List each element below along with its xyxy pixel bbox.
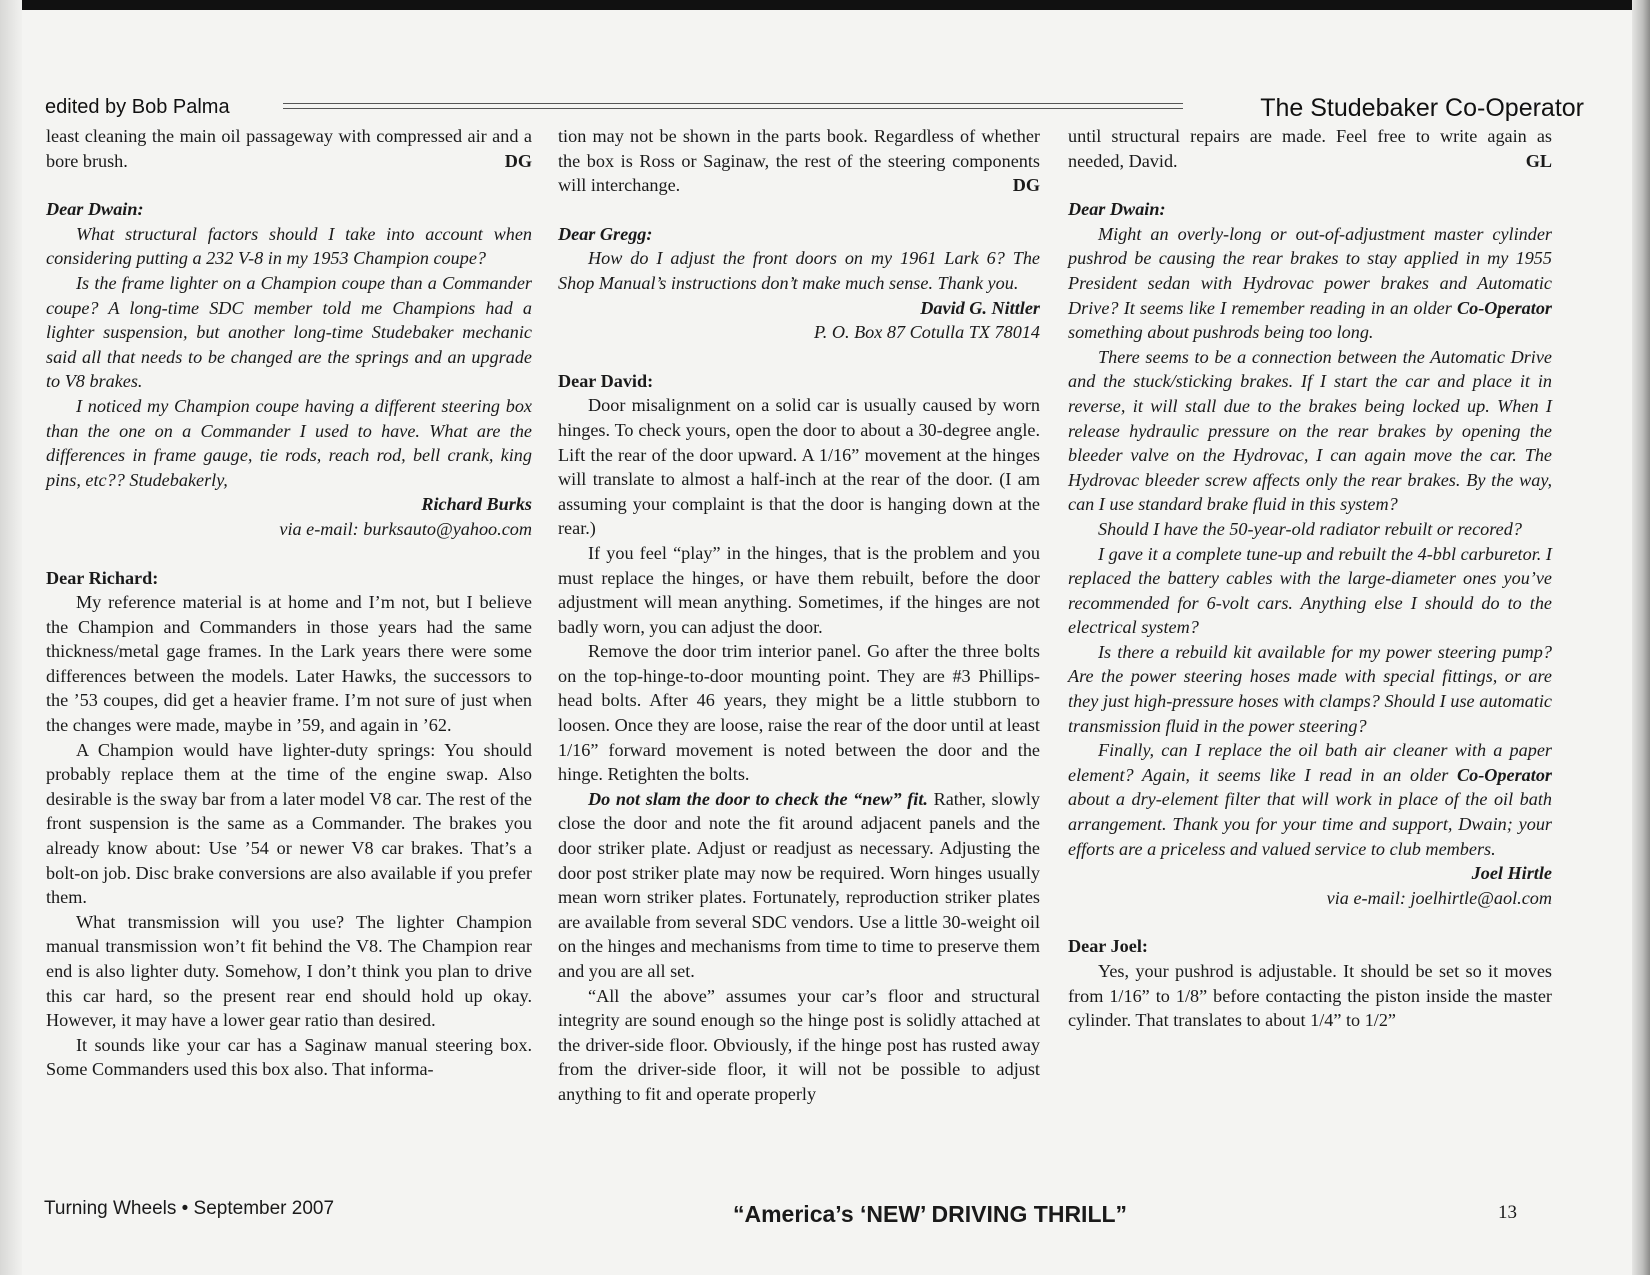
letter-salutation: Dear Dwain: (46, 199, 144, 220)
continued-paragraph: until structural repairs are made. Feel free to write again as needed, David. GL (1068, 124, 1552, 173)
column-1 (46, 124, 532, 1082)
letter-salutation: Dear Gregg: (558, 223, 653, 244)
continued-paragraph: tion may not be shown in the parts book. Regardless of whether the box is Ross or Saginaw, the rest of the steering components will interchange. DG (558, 124, 1040, 198)
letter-paragraph: I noticed my Champion coupe having a different steering box than the one on a Commander I used to have. What are the differences in frame gauge, tie rods, reach rod, bell crank, king pins, etc?? Studebakerly, (46, 395, 532, 490)
reply-paragraph: If you feel “play” in the hinges, that is the problem and you must replace the hinges, or have them rebuilt, before the door adjustment will mean anything. Sometimes, if the hinges are not badly worn, you can adjust the door. (558, 542, 1040, 637)
scan-left-gutter (0, 0, 22, 1275)
section-editor-credit: edited by Bob Palma (45, 96, 230, 118)
letter-signature-address: P. O. Box 87 Cotulla TX 78014 (813, 322, 1040, 343)
reply-salutation: Dear Joel: (1068, 936, 1148, 957)
scan-right-edge (1632, 0, 1650, 1275)
author-initials: DG (504, 150, 532, 171)
section-title: The Studebaker Co-Operator (1260, 94, 1584, 122)
letter-salutation: Dear Dwain: (1068, 199, 1166, 220)
page-number: 13 (1498, 1202, 1517, 1223)
fraction: 1/8” (1175, 985, 1208, 1006)
letter-paragraph: Might an overly-long or out-of-adjustment master cylinder pushrod be causing the rear brakes to stay applied in my 1955 President sedan with Hydrovac power brakes and Automatic Drive? It seems like I remember reading in an older Co-Operator something about pushrods being too long. (1068, 223, 1552, 343)
letter-paragraph: I gave it a complete tune-up and rebuilt the 4-bbl carburetor. I replaced the battery cables with the large-diameter ones you’ve recommended for 6-volt cars. Anything else I should do to the electrical system? (1068, 543, 1552, 638)
letter-paragraph: How do I adjust the front doors on my 1961 Lark 6? The Shop Manual’s instructions don’t make much sense. Thank you. (558, 248, 1040, 293)
footer-slogan: “America’s ‘NEW’ DRIVING THRILL” (733, 1201, 1128, 1227)
header-double-rule (283, 103, 1183, 109)
letter-signature-name: David G. Nittler (920, 297, 1040, 318)
fraction: 1/16” (558, 739, 599, 760)
reply-paragraph: Door misalignment on a solid car is usually caused by worn hinges. To check yours, open the door to about a 30-degree angle. Lift the rear of the door upward. A 1/16” movement at the hinges will translate to almost a half-inch at the rear of the door. (I am assuming your complaint is that the door is hanging down at the rear.) (558, 395, 1040, 539)
fraction: 1/16” (818, 444, 860, 465)
publication-name: Co-Operator (1457, 764, 1552, 785)
letter-paragraph: Is there a rebuild kit available for my power steering pump? Are the power steering hoses made with special fittings, or are they just high-pressure hoses with clamps? Should I use automatic transmission fluid in the power steering? (1068, 641, 1552, 736)
reply-paragraph: Yes, your pushrod is adjustable. It should be set so it moves from 1/16” to 1/8” before contacting the piston inside the master cylinder. That translates to about 1/4” to 1/2” (1068, 961, 1552, 1031)
letter-signature-email: via e-mail: burksauto@yahoo.com (279, 518, 532, 539)
reply-paragraph: Remove the door trim interior panel. Go after the three bolts on the top-hinge-to-door mounting point. They are #3 Phillips-head bolts. After 46 years, they might be a little stubborn to loosen. Once they are loose, raise the rear of the door until at least 1/16” forward movement is noted between the door and the hinge. Retighten the bolts. (558, 641, 1040, 785)
letter-signature-email: via e-mail: joelhirtle@aol.com (1326, 887, 1552, 908)
reply-paragraph: Do not slam the door to check the “new” fit. Rather, slowly close the door and note the fit around adjacent panels and the door striker plate. Adjust or readjust as necessary. Adjusting the door post striker plate may now be required. Worn hinges usually mean worn striker plates. Fortunately, reproduction striker plates are available from several SDC vendors. Use a little 30-weight oil on the hinges and mechanisms from time to time to preserve them and you are all set. (558, 788, 1040, 981)
reply-paragraph: A Champion would have lighter-duty springs: You should probably replace them at the time of the engine swap. Also desirable is the sway bar from a later model V8 car. The rest of the front suspension is the same as a Commander. The brakes you already know about: Use ’54 or newer V8 car brakes. That’s a bolt-on job. Disc brake conversions are also available if you prefer them. (46, 739, 532, 908)
letter-signature-name: Joel Hirtle (1471, 863, 1552, 884)
reply-paragraph: It sounds like your car has a Saginaw manual steering box. Some Commanders used this box also. That informa- (46, 1034, 532, 1080)
letter-paragraph: What structural factors should I take into account when considering putting a 232 V-8 in my 1953 Champion coupe? (46, 223, 532, 269)
author-initials: DG (1012, 175, 1040, 196)
letter-paragraph: Is the frame lighter on a Champion coupe than a Commander coupe? A long-time SDC member told me Champions had a lighter suspension, but another long-time Studebaker mechanic said all that needs to be changed are the springs and an upgrade to V8 brakes. (46, 272, 532, 392)
reply-paragraph: What transmission will you use? The lighter Champion manual transmission won’t fit behind the V8. The Champion rear end is also lighter duty. Somehow, I don’t think you plan to drive this car hard, so the present rear end should hold up okay. However, it may have a lower gear ratio than desired. (46, 911, 532, 1031)
letter-paragraph: There seems to be a connection between the Automatic Drive and the stuck/sticking brakes. If I start the car and place it in reverse, it will stall due to the brakes being locked up. When I release hydraulic pressure on the rear brakes by opening the bleeder valve on the Hydrovac, I can again move the car. The Hydrovac bleeder screw affects only the rear brakes. By the way, can I use standard brake fluid in this system? (1068, 346, 1552, 515)
scan-top-edge (0, 0, 1650, 10)
reply-salutation: Dear Richard: (46, 567, 159, 588)
letter-paragraph: Should I have the 50-year-old radiator rebuilt or recored? (1098, 518, 1522, 539)
reply-paragraph: “All the above” assumes your car’s floor and structural integrity are sound enough so the hinge post is solidly attached at the driver-side floor. Obviously, if the hinge post has rusted away from the driver-side floor, it will not be possible to adjust anything to fit and operate properly (558, 985, 1040, 1104)
publication-name: Co-Operator (1457, 297, 1552, 318)
fraction: 1/4” (1310, 1010, 1342, 1031)
author-initials: GL (1525, 150, 1552, 171)
letter-paragraph: Finally, can I replace the oil bath air cleaner with a paper element? Again, it seems like I read in an older Co-Operator about a dry-element filter that will work in place of the oil bath arrangement. Thank you for your time and support, Dwain; your efforts are a priceless and valued service to club members. (1068, 740, 1552, 859)
footer-publication-date: Turning Wheels • September 2007 (44, 1198, 335, 1219)
emphasis-warning: Do not slam the door to check the “new” fit. (588, 788, 928, 809)
column-3 (1068, 124, 1552, 1033)
fraction: 1/16” (1109, 985, 1150, 1006)
letter-signature-name: Richard Burks (421, 494, 532, 515)
reply-salutation: Dear David: (558, 370, 654, 391)
reply-paragraph: My reference material is at home and I’m not, but I believe the Champion and Commanders in those years had the same thickness/metal gage frames. In the Lark years there were some differences between the models. Later Hawks, the successors to the ’53 coupes, did get a heavier frame. I’m not sure of just when the changes were made, maybe in ’59, and again in ’62. (46, 592, 532, 736)
column-2 (558, 124, 1040, 1107)
fraction: 1/2” (1364, 1010, 1397, 1031)
continued-paragraph: least cleaning the main oil passageway with compressed air and a bore brush. DG (46, 124, 532, 173)
